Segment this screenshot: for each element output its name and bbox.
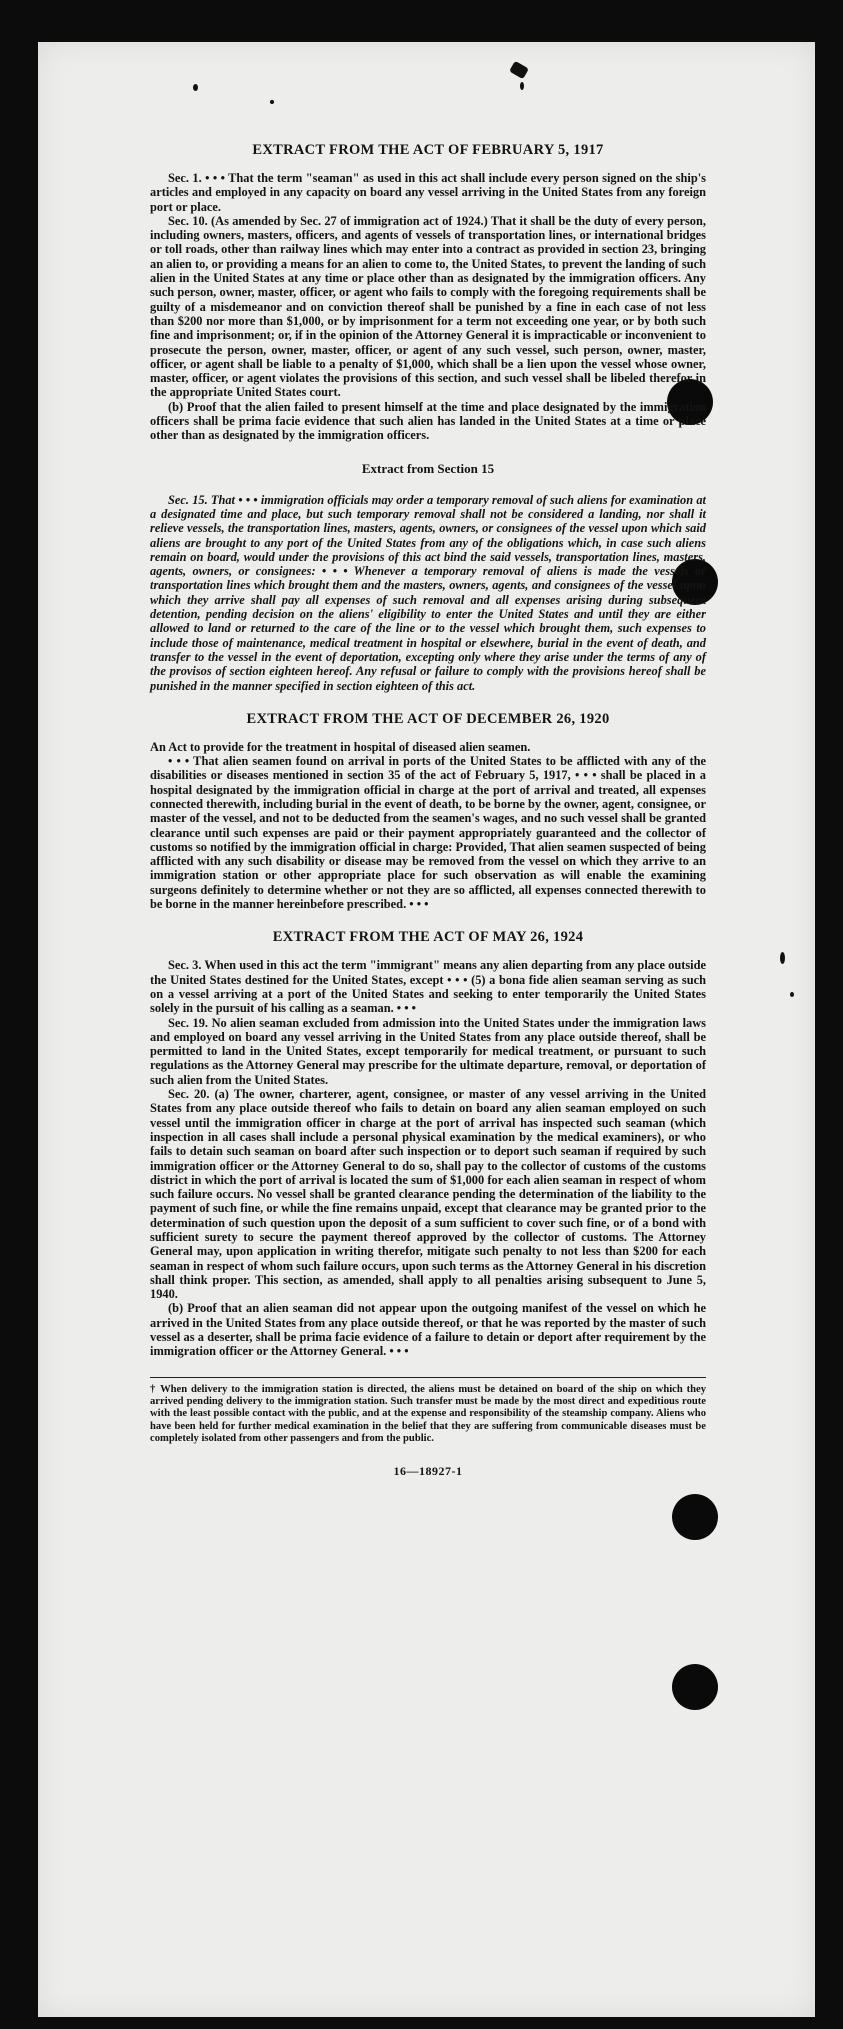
paragraph: An Act to provide for the treatment in hospital of diseased alien seamen. <box>150 739 531 754</box>
section-heading: Extract from Section 15 <box>361 460 495 476</box>
paragraph: Sec. 19. No alien seaman excluded from admission into the United States under the immigration laws and employed on board any vessel arriving in the United States from any place outside thereof, shall be permitted to land in the United States, except temporarily for medical treatment, or pursuant to such regulations as the Attorney General may prescribe for the ultimate departure, removal, or deportation of such alien from the United States. <box>150 1015 706 1087</box>
paragraph: (b) Proof that an alien seaman did not appear upon the outgoing manifest of the vessel on which he arrived in the United States from any place outside thereof, or that he was reported by the master of such vessel as a deserter, shall be prima facie evidence of a failure to detain or deport after requirement by the immigration officer or the Attorney General. • • • <box>150 1301 706 1359</box>
section-extract-15 <box>150 461 706 693</box>
paragraph: Sec. 3. When used in this act the term "immigrant" means any alien departing from any place outside the United States destined for the United States, except • • • (5) a bona fide alien seaman serving as such on a vessel arriving at a port of the United States and seeking to enter temporarily the United States solely in the pursuit of his calling as a seaman. • • • <box>150 958 706 1016</box>
section-act-dec-1920 <box>150 711 706 912</box>
footnote-divider <box>150 1377 706 1378</box>
paragraph: Sec. 15. That • • • immigration officials may order a temporary removal of such aliens for examination at a designated time and place, but such temporary removal shall not be considered a landing, nor shall it relieve vessels, the transportation lines, masters, agents, owners, or consignees of the vessel upon which said aliens are brought to any port of the United States from any of the obligations which, in case such aliens remain on board, would under the provisions of this act bind the said vessels, transportation lines, masters, agents, owners, or consignees: • • • Whenever a temporary removal of aliens is made the vessels or transportation lines which brought them and the masters, owners, agents, and consignees of the vessel upon which they arrive shall pay all expenses of such removal and all expenses arising during subsequent detention, pending decision on the aliens' eligibility to enter the United States and until they are either allowed to land or returned to the care of the line or to the vessel which brought them, such expenses to include those of maintenance, medical treatment in hospital or elsewhere, burial in the event of death, and transfer to the vessel in the event of deportation, excepting only where they arise under the terms of any of the provisos of section eighteen hereof. Any refusal or failure to comply with the provisions hereof shall be punished in the manner specified in section eighteen of this act. <box>150 492 706 693</box>
paragraph: Sec. 1. • • • That the term "seaman" as used in this act shall include every person signed on the ship's articles and employed in any capacity on board any vessel arriving in the United States from any foreign port or place. <box>150 171 706 214</box>
footnote: † When delivery to the immigration station is directed, the aliens must be detained on board of the ship on which they arrived pending delivery to the immigration station. Such transfer must be made by the most direct and expeditious route with the least possible contact with the public, and at the expense and responsibility of the steamship company. Aliens who have been held for further medical examination in the belief that they are suffering from communicable diseases must be completely isolated from other passengers and from the public. <box>150 1383 706 1445</box>
punch-hole <box>672 1494 718 1540</box>
section-heading: EXTRACT FROM THE ACT OF DECEMBER 26, 1920 <box>246 710 610 727</box>
section-heading: EXTRACT FROM THE ACT OF MAY 26, 1924 <box>272 929 584 946</box>
form-number: 16—18927-1 <box>393 1463 463 1478</box>
document-page <box>38 42 815 2017</box>
section-heading: EXTRACT FROM THE ACT OF FEBRUARY 5, 1917 <box>252 142 604 158</box>
section-act-may-1924 <box>150 929 706 1358</box>
punch-hole <box>672 1664 718 1710</box>
document-body <box>150 142 706 1479</box>
section-act-feb-1917 <box>150 142 706 443</box>
paragraph: Sec. 20. (a) The owner, charterer, agent, consignee, or master of any vessel arriving in the United States from any place outside thereof who fails to detain on board any alien seaman employed on such vessel until the immigration officer in charge at the port of arrival has inspected such seaman (which inspection in all cases shall include a personal physical examination by the medical examiners), or who fails to detain such seaman on board after such inspection or to deport such seaman if required by such immigration officer or the Attorney General to do so, shall pay to the collector of customs of the customs district in which the port of arrival is located the sum of $1,000 for each alien seaman in respect of whom such failure occurs. No vessel shall be granted clearance pending the determination of the liability to the payment of such fine, or while the fine remains unpaid, except that clearance may be granted prior to the determination of such question upon the deposit of a sum sufficient to cover such fine, or of a bond with sufficient surety to secure the payment thereof approved by the collector of customs. The Attorney General may, upon application in writing therefor, mitigate such penalty to not less than $200 for each seaman in respect of whom such failure occurs, upon such terms as the Attorney General in his discretion shall think proper. This section, as amended, shall apply to all penalties arising subsequent to June 5, 1940. <box>150 1087 706 1302</box>
paragraph: Sec. 10. (As amended by Sec. 27 of immigration act of 1924.) That it shall be the duty of every person, including owners, masters, officers, and agents of vessels of transportation lines, or international bridges or toll roads, other than railway lines which may enter into a contract as provided in section 23, bringing an alien to, or providing a means for an alien to come to, the United States, to prevent the landing of such alien in the United States at any time or place other than as designated by the immigration officers. Any such person, owner, master, officer, or agent who fails to comply with the foregoing requirements shall be guilty of a misdemeanor and on conviction thereof shall be punished by a fine in each case of not less than $200 nor more than $1,000, or by imprisonment for a term not exceeding one year, or by both such fine and imprisonment; or, if in the opinion of the Attorney General it is impracticable or inconvenient to prosecute the person, owner, master, officer, or agent of any such vessel, such person, owner, master, officer, or agent shall be liable to a penalty of $1,000, which shall be a lien upon the vessel whose owner, master, officer, or agent violates the provisions of this section, and such vessel shall be libeled therefor in the appropriate United States court. <box>150 213 706 400</box>
paragraph: • • • That alien seamen found on arrival in ports of the United States to be afflicted with any of the disabilities or diseases mentioned in section 35 of the act of February 5, 1917, • • • shall be placed in a hospital designated by the immigration official in charge at the port of arrival and treated, all expenses connected therewith, including burial in the event of death, to be borne by the owner, agent, consignee, or master of the vessel, and not to be deducted from the seamen's wages, and no such vessel shall be granted clearance until such expenses are paid or their payment appropriately guaranteed and the collector of customs so notified by the immigration official in charge: Provided, That alien seamen suspected of being afflicted with any such disability or disease may be removed from the vessel on which they arrive to an immigration station or other appropriate place for such observation as will enable the examining surgeons definitely to determine whether or not they are so afflicted, all expenses connected therewith to be borne in the manner hereinbefore prescribed. • • • <box>150 754 706 912</box>
paragraph: (b) Proof that the alien failed to present himself at the time and place designated by the immigration officers shall be prima facie evidence that such alien has landed in the United States at a time or place other than as designated by the immigration officers. <box>150 399 706 443</box>
